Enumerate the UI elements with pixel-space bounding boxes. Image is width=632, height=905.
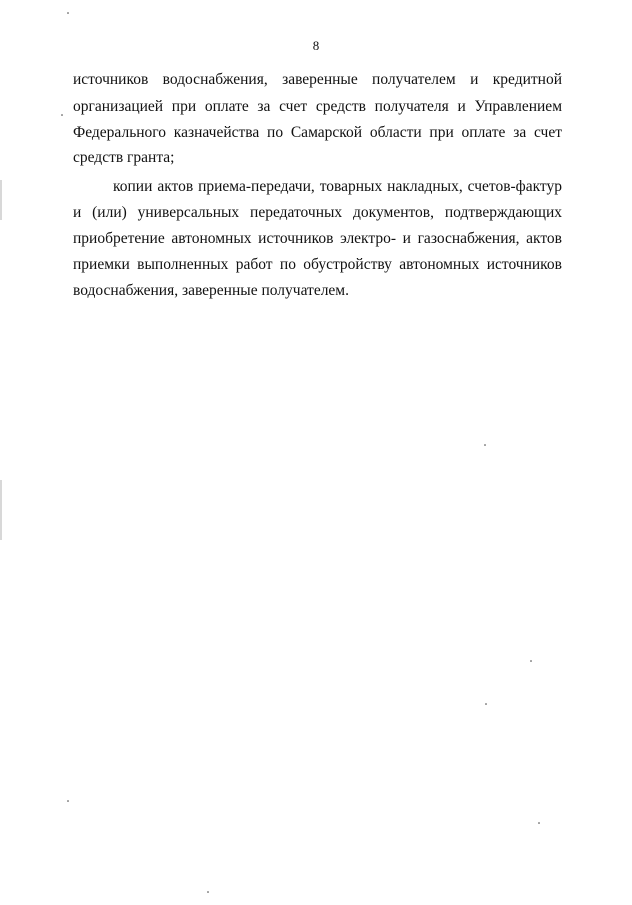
- paragraph-line: организацией при оплате за счет средств получателя и Управлением: [73, 98, 562, 115]
- paragraph-line: водоснабжения, заверенные получателем.: [73, 282, 349, 299]
- paragraph-line: Федерального казначейства по Самарской области при оплате за счет: [73, 124, 562, 141]
- paragraph-line: источников водоснабжения, заверенные получателем и кредитной: [73, 71, 562, 88]
- scan-speck: [67, 800, 69, 802]
- paragraph-line: и (или) универсальных передаточных документов, подтверждающих: [73, 204, 562, 221]
- page-number: 8: [312, 38, 320, 53]
- scan-speck: [485, 703, 487, 705]
- paragraph-line: копии актов приема-передачи, товарных накладных, счетов-фактур: [113, 178, 562, 195]
- scan-speck: [538, 822, 540, 824]
- paragraph-line: приобретение автономных источников электро- и газоснабжения, актов: [73, 230, 562, 247]
- scan-speck: [207, 891, 209, 893]
- scan-speck: [530, 660, 532, 662]
- scan-edge-mark: [0, 480, 2, 540]
- scan-edge-mark: [0, 180, 2, 220]
- paragraph-line: приемки выполненных работ по обустройству автономных источников: [73, 256, 562, 273]
- scan-speck: [484, 444, 486, 446]
- scan-speck: [67, 12, 69, 14]
- scan-speck: [61, 114, 63, 116]
- paragraph-line: средств гранта;: [73, 149, 175, 166]
